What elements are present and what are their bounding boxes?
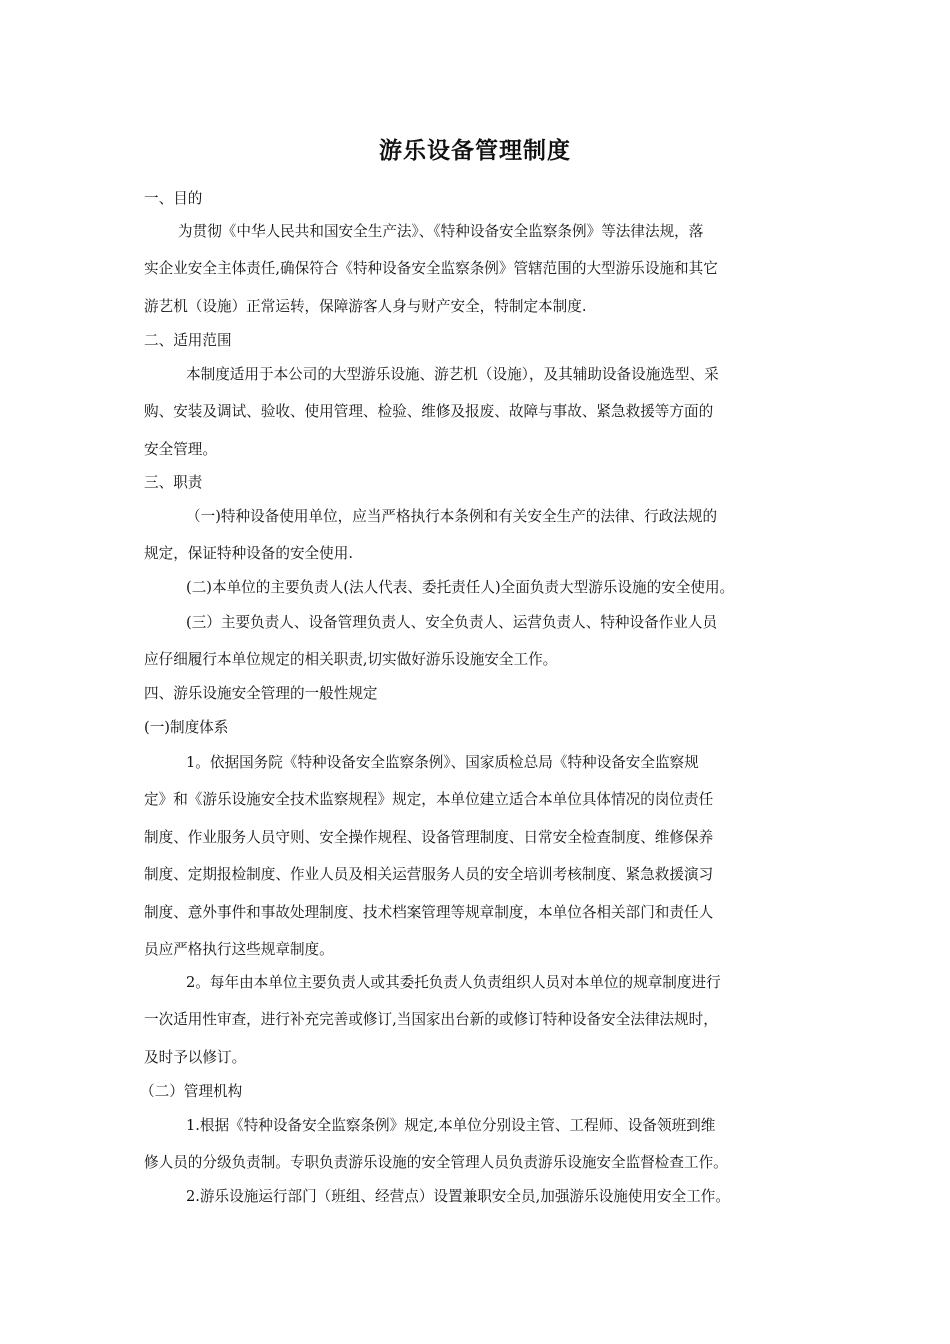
section-heading-purpose: 一、目的 xyxy=(144,190,203,207)
paragraph-line: 员应严格执行这些规章制度。 xyxy=(144,941,334,958)
paragraph-line: 修人员的分级负责制。专职负责游乐设施的安全管理人员负责游乐设施安全监督检查工作。 xyxy=(144,1154,728,1171)
paragraph-line: 本制度适用于本公司的大型游乐设施、游艺机（设施），及其辅助设备设施选型、采 xyxy=(186,366,719,383)
paragraph-line: 2。每年由本单位主要负责人或其委托负责人负责组织人员对本单位的规章制度进行 xyxy=(186,974,721,991)
paragraph-line: 制度、作业服务人员守则、安全操作规程、设备管理制度、日常安全检查制度、维修保养 xyxy=(144,829,714,846)
paragraph-line: 安全管理。 xyxy=(144,441,217,458)
paragraph-line: 实企业安全主体责任,确保符合《特种设备安全监察条例》管辖范围的大型游乐设施和其它 xyxy=(144,260,718,277)
paragraph-line: (二)本单位的主要负责人(法人代表、委托责任人)全面负责大型游乐设施的安全使用。 xyxy=(186,579,735,596)
paragraph-line: 2.游乐设施运行部门（班组、经营点）设置兼职安全员,加强游乐设施使用安全工作。 xyxy=(186,1188,730,1205)
paragraph-line: 1。依据国务院《特种设备安全监察条例》、国家质检总局《特种设备安全监察规 xyxy=(186,754,699,771)
paragraph-line: 制度、定期报检制度、作业人员及相关运营服务人员的安全培训考核制度、紧急救援演习 xyxy=(144,866,714,883)
paragraph-line: 及时予以修订。 xyxy=(144,1049,247,1066)
section-heading-scope: 二、适用范围 xyxy=(144,332,232,349)
paragraph-line: 1.根据《特种设备安全监察条例》规定,本单位分别设主管、工程师、设备领班到维 xyxy=(186,1117,716,1134)
paragraph-line: 一次适用性审查，进行补充完善或修订,当国家出台新的或修订特种设备安全法律法规时， xyxy=(144,1011,718,1028)
paragraph-line: 游艺机（设施）正常运转，保障游客人身与财产安全，特制定本制度. xyxy=(144,298,587,315)
paragraph-line: （一)特种设备使用单位，应当严格执行本条例和有关安全生产的法律、行政法规的 xyxy=(186,508,718,525)
document-title: 游乐设备管理制度 xyxy=(379,138,571,164)
section-heading-general-rules: 四、游乐设施安全管理的一般性规定 xyxy=(144,685,378,702)
paragraph-line: (三）主要负责人、设备管理负责人、安全负责人、运营负责人、特种设备作业人员 xyxy=(186,614,718,631)
paragraph-line: 应仔细履行本单位规定的相关职责,切实做好游乐设施安全工作。 xyxy=(144,651,558,668)
subsection-heading-system: (一)制度体系 xyxy=(144,719,229,736)
paragraph-line: 购、安装及调试、验收、使用管理、检验、维修及报废、故障与事故、紧急救援等方面的 xyxy=(144,403,714,420)
paragraph-line: 规定，保证特种设备的安全使用. xyxy=(144,545,353,562)
subsection-heading-organization: （二）管理机构 xyxy=(140,1083,243,1100)
paragraph-line: 为贯彻《中华人民共和国安全生产法》、《特种设备安全监察条例》等法律法规，落 xyxy=(178,223,704,240)
section-heading-duties: 三、职责 xyxy=(144,474,203,491)
paragraph-line: 定》和《游乐设施安全技术监察规程》规定，本单位建立适合本单位具体情况的岗位责任 xyxy=(144,791,714,808)
paragraph-line: 制度、意外事件和事故处理制度、技术档案管理等规章制度，本单位各相关部门和责任人 xyxy=(144,904,714,921)
